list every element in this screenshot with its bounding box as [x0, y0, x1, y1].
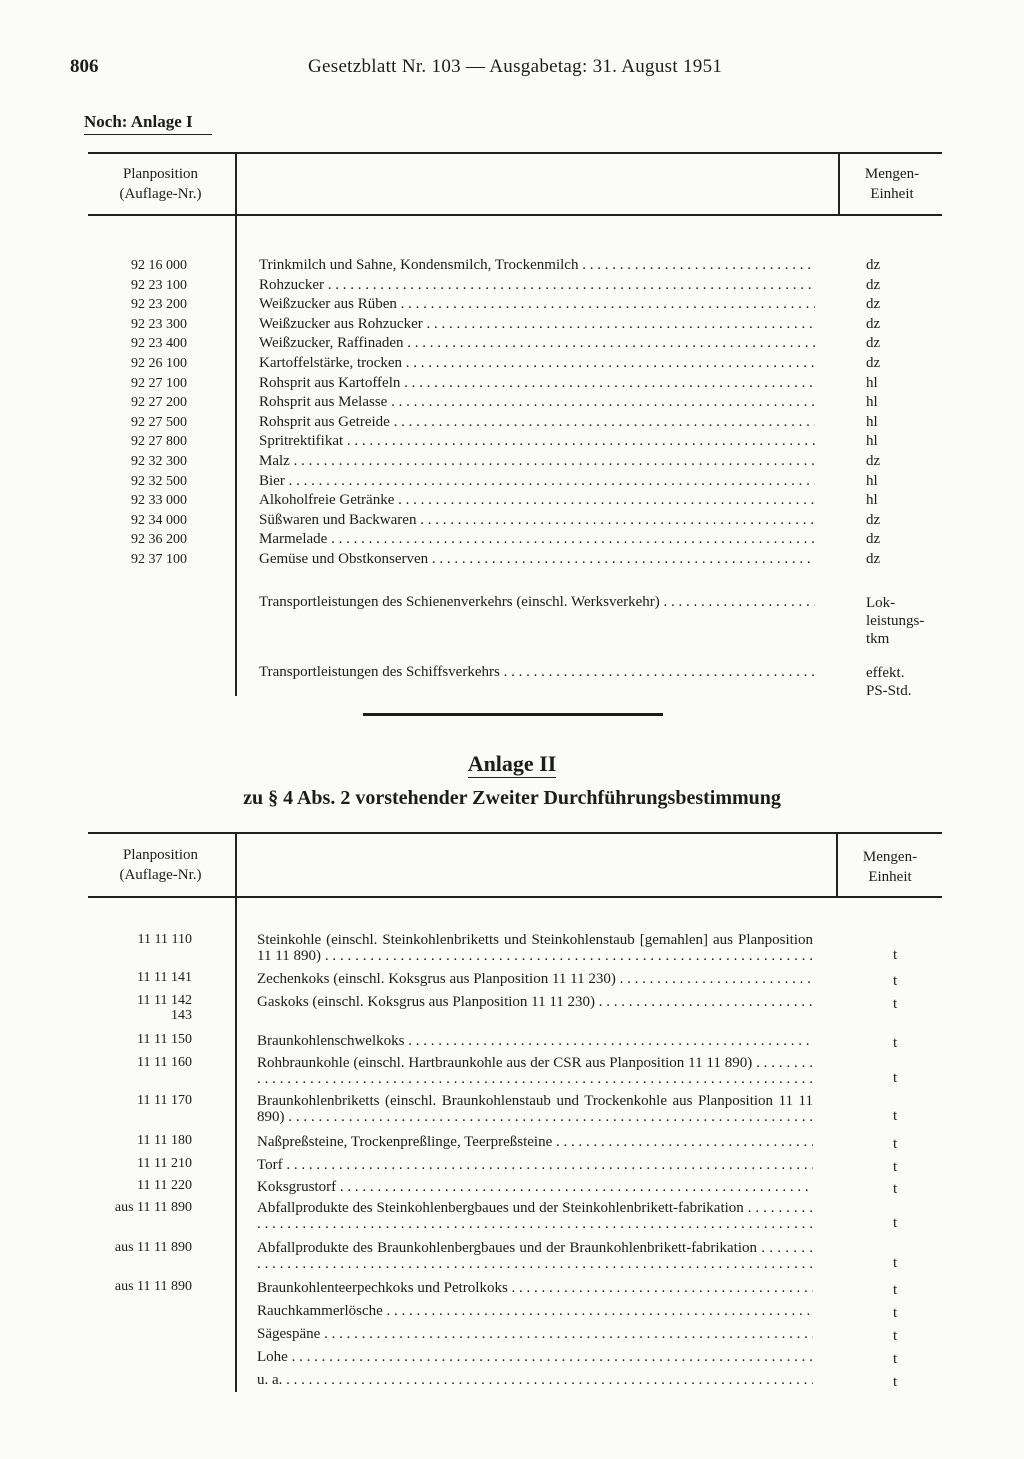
table-row-position: 92 23 200	[131, 297, 187, 313]
table2-header-rule	[88, 896, 942, 898]
table-row-unit: dz	[866, 551, 881, 567]
table-row-unit: t	[893, 1374, 898, 1390]
table-row-unit: t	[893, 1159, 898, 1175]
table-row-position: 11 11 180	[137, 1133, 192, 1148]
table-row-position: 92 23 400	[131, 336, 187, 352]
table-row-unit: t	[893, 973, 898, 989]
table-row-description: Weißzucker, Raffinaden . . .	[259, 334, 815, 354]
table-row-unit: t	[893, 1215, 898, 1231]
table-row-unit: dz	[866, 315, 881, 332]
table-row-position: 92 27 500	[131, 414, 187, 430]
table-row-description: Abfallprodukte des Braunkohlenbergbaues und der Braunkohlenbrikett-fabrikation . . .	[257, 1240, 813, 1274]
table-row-description: Alkoholfreie Getränke . . .	[259, 491, 815, 511]
table-row-description: Spritrektifikat . . .	[259, 432, 815, 452]
transport-ship-unit: effekt. PS-Std.	[866, 665, 912, 699]
table-row-unit: t	[893, 1108, 898, 1124]
table-row-position: 11 11 210	[137, 1156, 192, 1171]
running-head: Gesetzblatt Nr. 103 — Ausgabetag: 31. August 1951	[308, 56, 723, 77]
table-row-unit: dz	[866, 511, 881, 528]
table-row-description: Süßwaren und Backwaren . . .	[259, 511, 815, 531]
table-row-unit: hl	[866, 472, 878, 489]
table-row-unit: dz	[866, 453, 881, 469]
table2-col-header-unit: Mengen- Einheit	[862, 849, 918, 885]
table-row-unit: t	[893, 1328, 898, 1344]
table-row-unit: hl	[866, 433, 878, 450]
page-number: 806	[70, 56, 99, 77]
table-row-unit: t	[893, 1282, 898, 1298]
table2-col-divider-2	[836, 832, 838, 898]
table-row-position: aus 11 11 890	[114, 1279, 192, 1294]
table-row-unit: dz	[866, 531, 881, 548]
table1-col-header-unit: Mengen- Einheit	[864, 166, 920, 202]
table-row-description: Weißzucker aus Rüben . . .	[259, 295, 815, 315]
table-row-description: Trinkmilch und Sahne, Kondensmilch, Trockenmilch . . .	[259, 256, 815, 276]
table-row-position: 11 11 220	[137, 1178, 192, 1193]
table-row-unit: t	[893, 1035, 898, 1051]
table-row-position: 11 11 141	[137, 970, 192, 985]
anlage2-title-text: Anlage II	[467, 751, 557, 776]
table-row-position: 92 26 100	[131, 356, 187, 371]
table-row-description: Koksgrustorf . . .	[257, 1178, 813, 1198]
table-row-description: Torf . . .	[257, 1156, 813, 1176]
table-row-description: Zechenkoks (einschl. Koksgrus aus Planposition 11 11 230) . . .	[257, 970, 813, 990]
table-row-description: Malz . . .	[259, 452, 815, 472]
table-row-description: Lohe . . .	[257, 1348, 813, 1368]
table-row-unit: t	[893, 1255, 898, 1271]
table-row-description: Gemüse und Obstkonserven . . .	[259, 550, 815, 570]
table-row-unit: t	[893, 1136, 898, 1152]
table-row-unit: dz	[866, 276, 881, 293]
table2-top-rule	[88, 832, 942, 834]
table2-col-divider-1	[235, 832, 237, 1392]
table-row-position: 11 11 110	[137, 932, 192, 947]
table-row-description: Braunkohlenbriketts (einschl. Braunkohlenstaub und Trockenkohle aus Planposition 11 11 890) . . .	[257, 1093, 813, 1127]
table-row-position: 11 11 150	[137, 1032, 192, 1047]
table-row-position: 11 11 142 143	[137, 993, 192, 1023]
table-row-description: Braunkohlenteerpechkoks und Petrolkoks . . .	[257, 1279, 813, 1299]
table-row-description: Bier . . .	[259, 472, 815, 492]
table-row-unit: dz	[866, 335, 881, 352]
table-row-description: Naßpreßsteine, Trockenpreßlinge, Teerpreßsteine . . .	[257, 1133, 813, 1153]
table-row-position: 92 16 000	[131, 258, 187, 273]
table1-top-rule	[88, 152, 942, 154]
table-row-description: Marmelade . . .	[259, 530, 815, 550]
table2-col-header-position: Planposition (Auflage-Nr.)	[119, 847, 202, 883]
table1-col-header-position: Planposition (Auflage-Nr.)	[119, 166, 202, 202]
table-row-position: 92 34 000	[131, 512, 187, 528]
table-row-position: aus 11 11 890	[114, 1200, 192, 1215]
table-row-description: Abfallprodukte des Steinkohlenbergbaues und der Steinkohlenbrikett-fabrikation . . .	[257, 1200, 813, 1234]
transport-ship-description: Transportleistungen des Schiffsverkehrs . . .	[259, 663, 815, 683]
table-row-description: Rohsprit aus Getreide . . .	[259, 413, 815, 433]
table-row-position: 92 23 300	[131, 316, 187, 332]
table-row-unit: dz	[866, 355, 881, 371]
table-row-description: Kartoffelstärke, trocken . . .	[259, 354, 815, 374]
table-row-unit: hl	[866, 413, 878, 430]
section-label: Noch: Anlage I	[84, 112, 193, 131]
table-row-description: Gaskoks (einschl. Koksgrus aus Planposition 11 11 230) . . .	[257, 993, 813, 1013]
anlage2-title	[0, 751, 1024, 777]
table-row-position: 92 23 100	[131, 277, 187, 293]
table-row-description: Steinkohle (einschl. Steinkohlenbriketts und Steinkohlenstaub [gemahlen] aus Planposition 11 11 890) . . .	[257, 932, 813, 966]
section-label-underline	[84, 134, 212, 135]
table-row-position: 11 11 160	[137, 1055, 192, 1070]
table-row-position: 92 27 100	[131, 375, 187, 391]
table-row-unit: hl	[866, 394, 878, 411]
section-separator	[363, 713, 663, 716]
table-row-position: 92 32 300	[131, 454, 187, 469]
table-row-position: 11 11 170	[137, 1093, 192, 1108]
table-row-unit: hl	[866, 492, 878, 509]
table-row-position: 92 32 500	[131, 473, 187, 489]
table-row-unit: t	[893, 1181, 898, 1197]
table-row-position: 92 33 000	[131, 493, 187, 509]
table-row-description: Rohsprit aus Kartoffeln . . .	[259, 374, 815, 394]
table-row-position: 92 27 200	[131, 395, 187, 411]
table1-col-divider-1	[235, 152, 237, 696]
table-row-description: Rauchkammerlösche . . .	[257, 1302, 813, 1322]
table-row-description: Rohsprit aus Melasse . . .	[259, 393, 815, 413]
table-row-position: aus 11 11 890	[114, 1240, 192, 1255]
table-row-unit: hl	[866, 374, 878, 391]
transport-rail-unit: Lok- leistungs- tkm	[866, 595, 925, 647]
table-row-description: Rohbraunkohle (einschl. Hartbraunkohle aus der CSR aus Planposition 11 11 890) . . .	[257, 1055, 813, 1089]
table1-col-divider-2	[838, 152, 840, 216]
table-row-unit: dz	[866, 257, 881, 273]
table-row-unit: t	[893, 996, 898, 1012]
transport-rail-description: Transportleistungen des Schienenverkehrs (einschl. Werksverkehr) . . .	[259, 593, 815, 613]
table-row-description: u. a. . . .	[257, 1371, 813, 1391]
table-row-description: Rohzucker . . .	[259, 276, 815, 296]
table-row-position: 92 36 200	[131, 532, 187, 548]
table-row-position: 92 37 100	[131, 552, 187, 567]
table-row-unit: dz	[866, 296, 881, 313]
table-row-unit: t	[893, 1070, 898, 1086]
table-row-unit: t	[893, 1305, 898, 1321]
anlage2-subtitle: zu § 4 Abs. 2 vorstehender Zweiter Durchführungsbestimmung	[243, 787, 781, 809]
table1-header-rule	[88, 214, 942, 216]
table-row-unit: t	[893, 947, 898, 963]
table-row-description: Weißzucker aus Rohzucker . . .	[259, 315, 815, 335]
table-row-position: 92 27 800	[131, 434, 187, 450]
table-row-description: Braunkohlenschwelkoks . . .	[257, 1032, 813, 1052]
table-row-unit: t	[893, 1351, 898, 1367]
table-row-description: Sägespäne . . .	[257, 1325, 813, 1345]
